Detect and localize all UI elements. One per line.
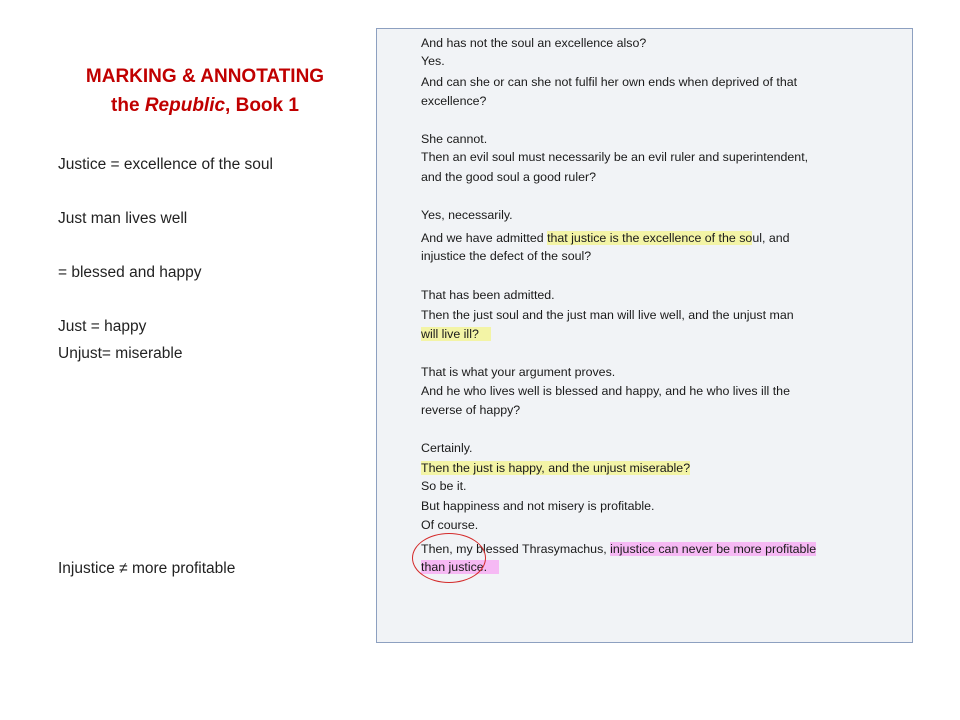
dialogue-line: So be it. [421, 479, 467, 493]
title-the: the [111, 95, 145, 116]
dialogue-line: Yes. [421, 54, 445, 68]
dialogue-line: injustice the defect of the soul? [421, 249, 592, 263]
highlight-yellow: Then the just is happy, and the unjust miserable? [421, 461, 691, 475]
title-republic: Republic [144, 95, 226, 116]
dialogue-line: That is what your argument proves. [421, 365, 616, 379]
dialogue-line: And can she or can she not fulfil her own ends when deprived of that [421, 75, 798, 89]
dialogue-line: That has been admitted. [421, 288, 555, 302]
title-line-2 [55, 91, 355, 120]
highlight-pink: than justice. [421, 560, 499, 574]
dialogue-line [421, 326, 491, 342]
dialogue-line: But happiness and not misery is profitable. [421, 499, 655, 513]
dialogue-line: She cannot. [421, 132, 488, 146]
slide-title [55, 62, 355, 120]
dialogue-line-marker-1: And we have admitted that justice is the excellence of the soul, and [421, 231, 790, 245]
dialogue-line: reverse of happy? [421, 403, 521, 417]
dialogue-line: Yes, necessarily. [421, 208, 513, 222]
dialogue-line: And has not the soul an excellence also? [421, 36, 647, 50]
dialogue-line-marker-2: Then the just soul and the just man will live well, and the unjust man [421, 308, 794, 322]
dialogue-line: excellence? [421, 94, 487, 108]
highlight-yellow: will live ill? [421, 327, 491, 341]
note-injustice-profitable: Injustice ≠ more profitable [58, 560, 236, 577]
note-just-man-lives-well: Just man lives well [58, 210, 188, 227]
dialogue-line: Of course. [421, 518, 479, 532]
highlight-yellow: that justice is the excellence of the so [547, 231, 753, 245]
dialogue-line: and the good soul a good ruler? [421, 170, 596, 184]
note-just-happy: Just = happy [58, 318, 147, 335]
dialogue-line: Certainly. [421, 441, 473, 455]
red-circle-annotation [412, 533, 486, 583]
note-blessed-happy: = blessed and happy [58, 264, 202, 281]
title-line-1: MARKING & ANNOTATING [85, 66, 325, 87]
dialogue-line-marker-4: Then, my blessed Thrasymachus, injustice can never be more profitable [421, 542, 817, 556]
dialogue-line: Then an evil soul must necessarily be an evil ruler and superintendent, [421, 150, 809, 164]
dialogue-line: And he who lives well is blessed and happy, and he who lives ill the [421, 384, 790, 398]
note-unjust-miserable: Unjust= miserable [58, 345, 183, 362]
note-justice-excellence: Justice = excellence of the soul [58, 156, 273, 173]
highlight-pink: injustice can never be more profitable [610, 542, 817, 556]
dialogue-line-marker-3 [421, 459, 690, 476]
title-book: , Book 1 [225, 95, 299, 116]
